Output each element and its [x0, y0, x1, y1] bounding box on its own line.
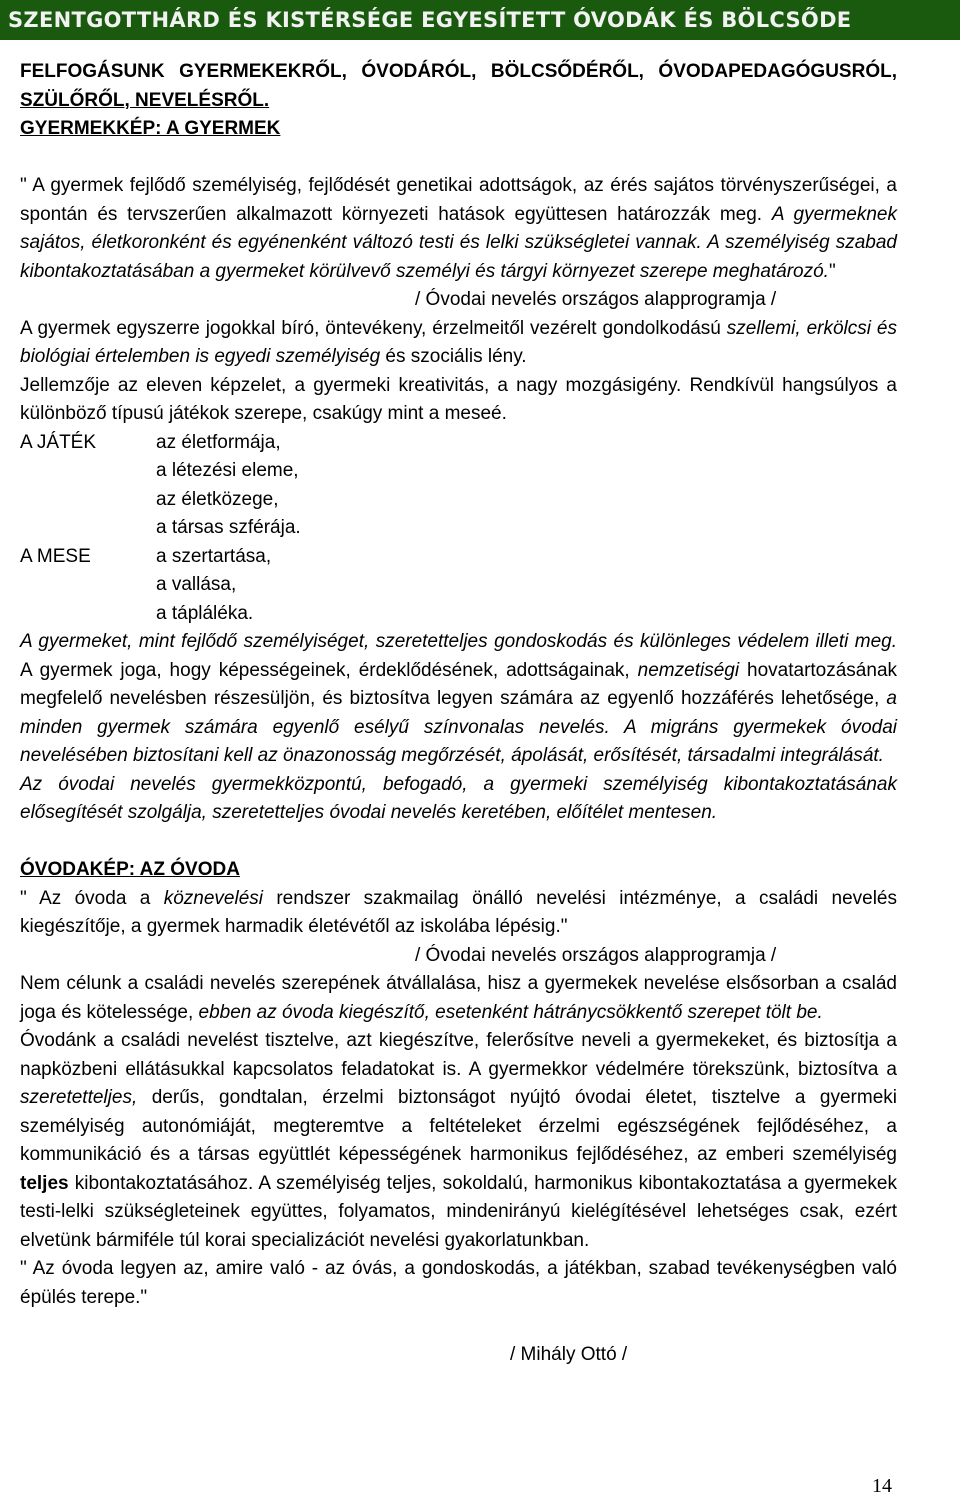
spacer [20, 1312, 897, 1341]
jatek-item: a létezési eleme, [156, 460, 299, 481]
jatek-label: A JÁTÉK [20, 431, 97, 453]
gyermek-paragraph-4 [20, 771, 897, 828]
gyermek-paragraph-2: Jellemzője az eleven képzelet, a gyermeki kreativitás, a nagy mozgásigény. Rendkívül hangsúlyos a különböző típusú játékok szerepe, csakúgy mint a meseé. [20, 374, 897, 424]
gyermek-quote-part1: " A gyermek fejlődő személyiség, fejlődését genetikai adottságok, az érés sajátos törvényszerűségei, a spontán és tervszerűen alkalmazott környezeti hatások együttesen határozzák meg. [20, 175, 897, 225]
p4-italic: Az óvodai nevelés gyermekközpontú, befogadó, a gyermeki személyiség kibontakoztatásának elősegítését szolgálja, szeretetteljes óvodai nevelés keretében, előítélet mentesen. [20, 773, 897, 823]
p3-text-2: hovatartozásának megfelelő nevelésben részesüljön, és biztosítva legyen számára az egyenlő hozzáférés lehetősége, [20, 659, 898, 709]
p3-italic-2: nemzetiségi [637, 659, 740, 681]
o2-italic: szeretetteljes, [20, 1087, 138, 1108]
p3-italic-1: A gyermeket, mint fejlődő személyiséget, szeretetteljes gondoskodás és különleges védelem illeti meg. [20, 631, 897, 652]
mese-item: a szertartása, [156, 545, 272, 567]
section1-heading-line2-text: SZÜLŐRŐL, NEVELÉSRŐL. [20, 89, 270, 111]
section1-heading-line1: FELFOGÁSUNK GYERMEKEKRŐL, ÓVODÁRÓL, BÖLCSŐDÉRŐL, ÓVODAPEDAGÓGUSRÓL, [20, 61, 897, 82]
spacer [20, 828, 897, 857]
section2-heading [20, 856, 897, 885]
closing-quote: " Az óvoda legyen az, amire való - az óvás, a gondoskodás, a játékban, szabad tevékenységben való épülés terepe." [20, 1258, 897, 1308]
document-body [20, 58, 897, 1369]
jatek-item: az életformája, [156, 431, 281, 453]
gyermek-quote-italic: A gyermeknek sajátos, életkoronként és egyénenként változó testi és lelki szükségletei vannak. A személyiség szabad kibontakoztatásában a gyermeket körülvevő személyi és tárgyi környezet szerepe meghatározó. [20, 203, 897, 282]
section1-subheading [20, 115, 897, 144]
banner-title: SZENTGOTTHÁRD ÉS KISTÉRSÉGE EGYESÍTETT ÓVODÁK ÉS BÖLCSŐDE [8, 8, 852, 32]
section1-heading-line2 [20, 87, 897, 116]
spacer [20, 144, 897, 173]
ovoda-paragraph-2 [20, 1027, 897, 1255]
gyermek-quote [20, 172, 897, 286]
gyermek-quote-end: " [828, 260, 836, 282]
gyermek-paragraph-3 [20, 628, 897, 771]
p1-text: A gyermek egyszerre jogokkal bíró, öntevékeny, érzelmeitől vezérelt gondolkodású [20, 317, 727, 339]
o2-bold: teljes [20, 1172, 69, 1194]
o2-text-3: kibontakoztatásához. A személyiség teljes, sokoldalú, harmonikus kibontakoztatása a gyermekek testi-lelki szükségleteinek együttes, folyamatos, mindenirányú kielégítésével lehetséges csak, ezért elvetünk bármiféle túl korai specializációt nevelési gyakorlatunkban. [20, 1172, 897, 1251]
ovoda-quote-part1: " Az óvoda a [20, 887, 164, 909]
o2-text-1: Óvodánk a családi nevelést tisztelve, azt kiegészítve, felerősítve neveli a gyermekeket, és biztosítja a napközbeni ellátásukkal kapcsolatos feladatokat is. A gyermekkor védelmére törekszünk, biztosítva a [20, 1030, 897, 1080]
o2-text-2: derűs, gondtalan, érzelmi biztonságot nyújtó óvodai életet, tisztelve a gyermeki személyiség autonómiáját, megteremtve a feltételeket érzelmi egészségének fejlődéséhez, a kommunikáció és a társas együttlét képességének harmonikus fejlődéséhez, az emberi személyiség [20, 1087, 897, 1165]
p1-text-end: és szociális lény. [380, 346, 527, 367]
ovoda-quote-source: / Óvodai nevelés országos alapprogramja / [415, 944, 777, 966]
p1-italic: szellemi, erkölcsi és biológiai értelemben is egyedi személyiség [20, 317, 897, 367]
page-number: 14 [872, 1475, 892, 1497]
mese-item: a tápláléka. [156, 602, 254, 624]
section1-subheading-text: GYERMEKKÉP: A GYERMEK [20, 118, 281, 139]
ovoda-quote [20, 885, 897, 942]
o1-italic: ebben az óvoda kiegészítő, esetenként hátránycsökkentő szerepet tölt be. [198, 1001, 823, 1023]
mese-item: a vallása, [156, 574, 237, 595]
o1-text: Nem célunk a családi nevelés szerepének átvállalása, hisz a gyermekek nevelése elsősorban a család joga és kötelessége, [20, 973, 897, 1023]
section2-heading-text: ÓVODAKÉP: AZ ÓVODA [20, 859, 240, 880]
ovoda-paragraph-1 [20, 970, 897, 1027]
p3-text-1: A gyermek joga, hogy képességeinek, érdeklődésének, adottságainak, [20, 659, 638, 681]
p3-italic-3: a minden gyermek számára egyenlő esélyű színvonalas nevelés. A migráns gyermekek óvodai nevelésében biztosítani kell az önazonosság megőrzését, ápolását, erősítését, társadalmi integrálását. [20, 688, 897, 766]
header-banner [0, 0, 960, 40]
ovoda-quote-part2: rendszer szakmailag önálló nevelési intézménye, a családi nevelés kiegészítője, a gyermek harmadik életévétől az iskolába lépésig." [20, 887, 897, 937]
signature: / Mihály Ottó / [510, 1343, 628, 1365]
gyermek-paragraph-1 [20, 315, 897, 372]
ovoda-quote-italic: köznevelési [163, 887, 263, 909]
jatek-item: a társas szférája. [156, 517, 301, 538]
mese-row-1 [20, 543, 897, 572]
mese-label: A MESE [20, 545, 91, 567]
jatek-item: az életközege, [156, 488, 279, 510]
gyermek-quote-source: / Óvodai nevelés országos alapprogramja / [415, 289, 777, 310]
jatek-row-1 [20, 429, 897, 458]
